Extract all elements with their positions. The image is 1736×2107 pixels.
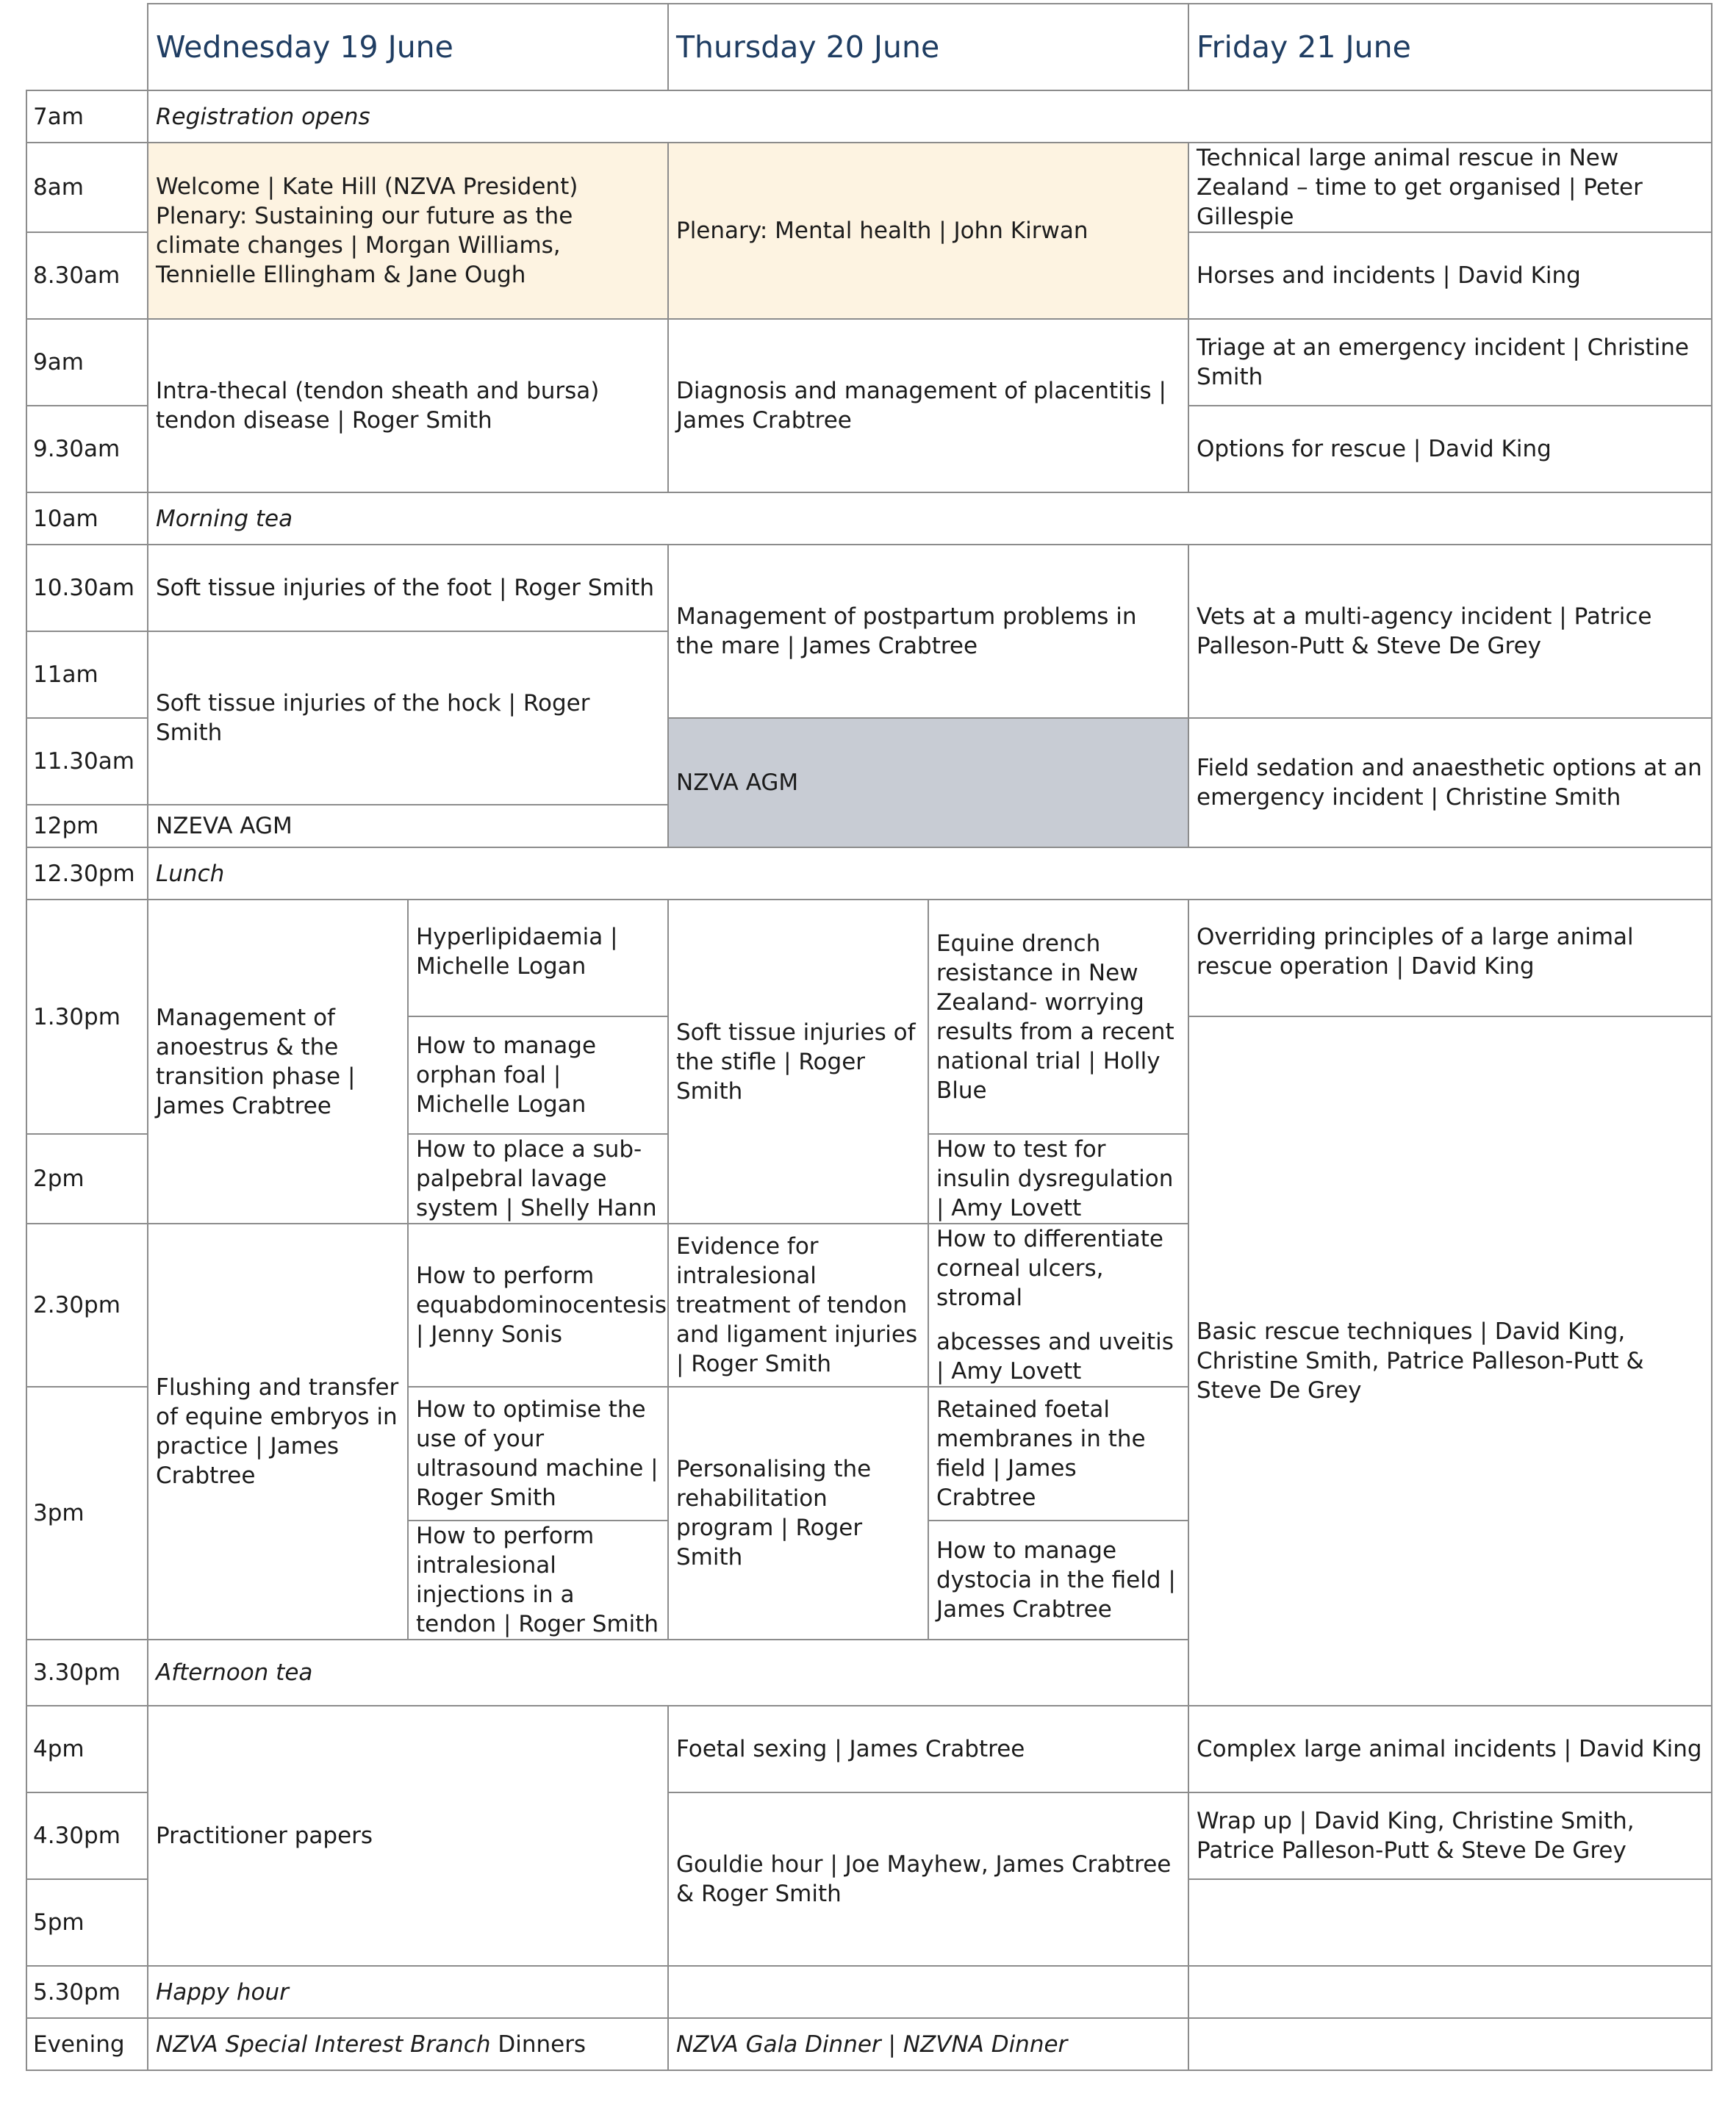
wednesday-session: Intra-thecal (tendon sheath and bursa) tendon disease | Roger Smith	[148, 319, 668, 492]
wednesday-session: Practitioner papers	[148, 1706, 668, 1966]
wednesday-session: Management of anoestrus & the transition phase | James Crabtree	[148, 900, 408, 1224]
wednesday-evening-cell	[148, 2018, 668, 2070]
time-label: 10am	[26, 492, 148, 545]
thursday-workshop: Evidence for intralesional treatment of tendon and ligament injuries | Roger Smith	[668, 1224, 928, 1387]
time-label: 12pm	[26, 805, 148, 847]
wednesday-session: Soft tissue injuries of the hock | Roger Smith	[148, 631, 668, 805]
time-label: 12.30pm	[26, 847, 148, 900]
wednesday-workshop: How to perform equabdominocentesis | Jenny Sonis	[408, 1224, 668, 1387]
day-heading-thursday: Thursday 20 June	[668, 4, 1188, 90]
thursday-session: Management of postpartum problems in the mare | James Crabtree	[668, 545, 1188, 718]
day-heading-wednesday: Wednesday 19 June	[148, 4, 668, 90]
time-label: 5.30pm	[26, 1966, 148, 2018]
thursday-session: Gouldie hour | Joe Mayhew, James Crabtree & Roger Smith	[668, 1792, 1188, 1966]
registration-row: Registration opens	[148, 90, 1712, 143]
thursday-workshop: Equine drench resistance in New Zealand- worrying results from a recent national trial | Holly Blue	[928, 900, 1188, 1134]
thursday-session: Personalising the rehabilitation program | Roger Smith	[668, 1387, 928, 1640]
friday-session: Vets at a multi-agency incident | Patrice Palleson-Putt & Steve De Grey	[1188, 545, 1712, 718]
time-label: 7am	[26, 90, 148, 143]
thursday-session: Soft tissue injuries of the stifle | Roger Smith	[668, 900, 928, 1224]
lunch-row: Lunch	[148, 847, 1712, 900]
time-label: 11.30am	[26, 718, 148, 805]
plenary-text: Plenary: Sustaining our future as the climate changes | Morgan Williams, Tennielle Ellingham & Jane Ough	[156, 203, 573, 288]
wednesday-agm: NZEVA AGM	[148, 805, 668, 847]
time-label: 10.30am	[26, 545, 148, 631]
thursday-workshop: How to manage dystocia in the field | James Crabtree	[928, 1521, 1188, 1640]
time-label: 9am	[26, 319, 148, 406]
wednesday-session: Flushing and transfer of equine embryos in practice | James Crabtree	[148, 1224, 408, 1640]
thursday-agm: NZVA AGM	[668, 718, 1188, 847]
thursday-session: Diagnosis and management of placentitis | James Crabtree	[668, 319, 1188, 492]
morning-tea-row: Morning tea	[148, 492, 1712, 545]
wednesday-session: Soft tissue injuries of the foot | Roger Smith	[148, 545, 668, 631]
friday-session: Field sedation and anaesthetic options at an emergency incident | Christine Smith	[1188, 718, 1712, 847]
wednesday-workshop: How to manage orphan foal | Michelle Logan	[408, 1016, 668, 1134]
welcome-text: Welcome | Kate Hill (NZVA President)	[156, 173, 578, 200]
afternoon-tea-row: Afternoon tea	[148, 1640, 1712, 1706]
thursday-workshop	[928, 1224, 1188, 1387]
friday-session: Basic rescue techniques | David King, Christine Smith, Patrice Palleson-Putt & Steve De Grey	[1188, 1016, 1712, 1706]
time-label: 11am	[26, 631, 148, 718]
thursday-plenary-session: Plenary: Mental health | John Kirwan	[668, 143, 1188, 319]
ulcers-text-line2: abcesses and uveitis | Amy Lovett	[936, 1329, 1174, 1385]
time-label: 4.30pm	[26, 1792, 148, 1879]
thursday-workshop: How to test for insulin dysregulation | Amy Lovett	[928, 1134, 1188, 1224]
evening-branch-text: NZVA Special Interest Branch	[156, 2031, 491, 2058]
time-label: 4pm	[26, 1706, 148, 1792]
friday-session: Complex large animal incidents | David King	[1188, 1706, 1712, 1792]
time-label: 8.30am	[26, 232, 148, 319]
time-label: 9.30am	[26, 406, 148, 492]
time-label: 1.30pm	[26, 900, 148, 1134]
friday-session: Technical large animal rescue in New Zealand – time to get organised | Peter Gillespie	[1188, 143, 1712, 232]
thursday-session: Foetal sexing | James Crabtree	[668, 1706, 1188, 1792]
friday-empty-cell	[1188, 1879, 1712, 1966]
time-label: 3pm	[26, 1387, 148, 1640]
friday-session: Horses and incidents | David King	[1188, 232, 1712, 319]
friday-session: Options for rescue | David King	[1188, 406, 1712, 492]
ulcers-text-line1: How to differentiate corneal ulcers, stromal	[936, 1226, 1163, 1311]
evening-dinners-text: Dinners	[490, 2031, 587, 2058]
friday-empty-cell	[1188, 2018, 1712, 2070]
time-label: 2pm	[26, 1134, 148, 1224]
happy-hour-cell: Happy hour	[148, 1966, 668, 2018]
schedule-table	[26, 3, 1712, 2071]
thursday-evening-cell: NZVA Gala Dinner | NZVNA Dinner	[668, 2018, 1188, 2070]
wednesday-workshop: Hyperlipidaemia | Michelle Logan	[408, 900, 668, 1016]
friday-session: Triage at an emergency incident | Christine Smith	[1188, 319, 1712, 406]
friday-session: Overriding principles of a large animal rescue operation | David King	[1188, 900, 1712, 1016]
wednesday-workshop: How to optimise the use of your ultrasound machine | Roger Smith	[408, 1387, 668, 1521]
wednesday-plenary-session	[148, 143, 668, 319]
time-label: 2.30pm	[26, 1224, 148, 1387]
time-label: Evening	[26, 2018, 148, 2070]
time-label: 5pm	[26, 1879, 148, 1966]
header-corner	[26, 4, 148, 90]
thursday-empty-cell	[668, 1966, 1188, 2018]
wednesday-workshop: How to perform intralesional injections in a tendon | Roger Smith	[408, 1521, 668, 1640]
day-heading-friday: Friday 21 June	[1188, 4, 1712, 90]
friday-session: Wrap up | David King, Christine Smith, Patrice Palleson-Putt & Steve De Grey	[1188, 1792, 1712, 1879]
time-label: 3.30pm	[26, 1640, 148, 1706]
time-label: 8am	[26, 143, 148, 232]
friday-empty-cell	[1188, 1966, 1712, 2018]
thursday-workshop: Retained foetal membranes in the field | James Crabtree	[928, 1387, 1188, 1521]
wednesday-workshop: How to place a sub-palpebral lavage system | Shelly Hann	[408, 1134, 668, 1224]
